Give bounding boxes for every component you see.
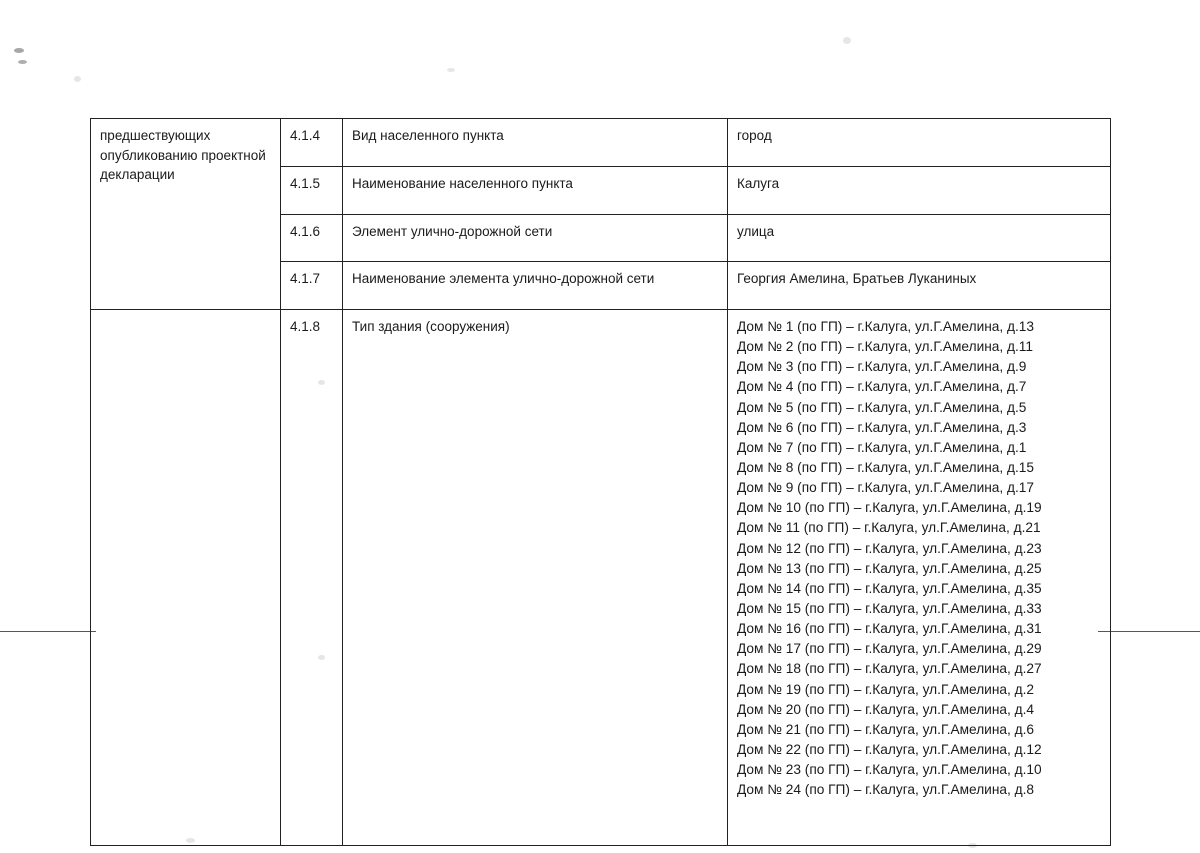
declaration-table — [90, 118, 1111, 846]
address-list-item: Дом № 22 (по ГП) – г.Калуга, ул.Г.Амелина, д.12 — [737, 741, 1042, 757]
row-number: 4.1.7 — [281, 262, 343, 310]
scan-speck — [18, 60, 27, 64]
row-name: Вид населенного пункта — [343, 119, 728, 167]
row-number: 4.1.5 — [281, 166, 343, 214]
address-list-item: Дом № 17 (по ГП) – г.Калуга, ул.Г.Амелина, д.29 — [737, 641, 1042, 657]
scan-fold-line-right — [1098, 631, 1200, 632]
row-value: Калуга — [728, 166, 1111, 214]
address-list — [737, 317, 1101, 800]
address-list-item: Дом № 15 (по ГП) – г.Калуга, ул.Г.Амелина, д.33 — [737, 600, 1042, 616]
address-list-item: Дом № 13 (по ГП) – г.Калуга, ул.Г.Амелина, д.25 — [737, 560, 1042, 576]
address-list-item: Дом № 23 (по ГП) – г.Калуга, ул.Г.Амелина, д.10 — [737, 762, 1042, 778]
address-list-item: Дом № 4 (по ГП) – г.Калуга, ул.Г.Амелина, д.7 — [737, 379, 1027, 395]
address-list-item: Дом № 8 (по ГП) – г.Калуга, ул.Г.Амелина, д.15 — [737, 459, 1035, 475]
scan-speck — [843, 37, 851, 44]
table-row — [91, 119, 1111, 167]
scan-fold-line-left — [0, 631, 96, 632]
address-list-item: Дом № 11 (по ГП) – г.Калуга, ул.Г.Амелина, д.21 — [737, 520, 1041, 536]
row-number: 4.1.6 — [281, 214, 343, 262]
row-label-cell-empty — [91, 310, 281, 846]
address-list-item: Дом № 1 (по ГП) – г.Калуга, ул.Г.Амелина, д.13 — [737, 319, 1035, 334]
row-value: город — [728, 119, 1111, 167]
address-list-item: Дом № 7 (по ГП) – г.Калуга, ул.Г.Амелина, д.1 — [737, 439, 1027, 455]
address-list-item: Дом № 12 (по ГП) – г.Калуга, ул.Г.Амелина, д.23 — [737, 540, 1042, 556]
address-list-item: Дом № 18 (по ГП) – г.Калуга, ул.Г.Амелина, д.27 — [737, 661, 1042, 677]
scan-speck — [447, 68, 455, 72]
address-list-item: Дом № 24 (по ГП) – г.Калуга, ул.Г.Амелина, д.8 — [737, 782, 1035, 798]
address-list-item: Дом № 2 (по ГП) – г.Калуга, ул.Г.Амелина, д.11 — [737, 339, 1033, 355]
address-list-item: Дом № 21 (по ГП) – г.Калуга, ул.Г.Амелина, д.6 — [737, 721, 1035, 737]
row-number: 4.1.8 — [281, 310, 343, 846]
address-list-item: Дом № 9 (по ГП) – г.Калуга, ул.Г.Амелина, д.17 — [737, 480, 1035, 496]
row-name: Тип здания (сооружения) — [343, 310, 728, 846]
row-number: 4.1.4 — [281, 119, 343, 167]
address-list-item: Дом № 10 (по ГП) – г.Калуга, ул.Г.Амелина, д.19 — [737, 500, 1042, 516]
row-value: Георгия Амелина, Братьев Луканиных — [728, 262, 1111, 310]
address-list-item: Дом № 5 (по ГП) – г.Калуга, ул.Г.Амелина, д.5 — [737, 399, 1027, 415]
row-value: улица — [728, 214, 1111, 262]
scan-speck — [74, 76, 81, 82]
row-name: Элемент улично-дорожной сети — [343, 214, 728, 262]
address-list-item: Дом № 6 (по ГП) – г.Калуга, ул.Г.Амелина, д.3 — [737, 419, 1027, 435]
row-name: Наименование населенного пункта — [343, 166, 728, 214]
row-label-cell: предшествующих опубликованию проектной декларации — [91, 119, 281, 310]
address-list-item: Дом № 14 (по ГП) – г.Калуга, ул.Г.Амелина, д.35 — [737, 580, 1042, 596]
address-list-item: Дом № 3 (по ГП) – г.Калуга, ул.Г.Амелина, д.9 — [737, 359, 1027, 375]
table-row — [91, 310, 1111, 846]
address-list-item: Дом № 16 (по ГП) – г.Калуга, ул.Г.Амелина, д.31 — [737, 621, 1042, 637]
row-name: Наименование элемента улично-дорожной сети — [343, 262, 728, 310]
scan-speck — [14, 48, 24, 53]
address-list-item: Дом № 20 (по ГП) – г.Калуга, ул.Г.Амелина, д.4 — [737, 701, 1035, 717]
address-list-item: Дом № 19 (по ГП) – г.Калуга, ул.Г.Амелина, д.2 — [737, 681, 1035, 697]
row-value-address-list — [728, 310, 1111, 846]
